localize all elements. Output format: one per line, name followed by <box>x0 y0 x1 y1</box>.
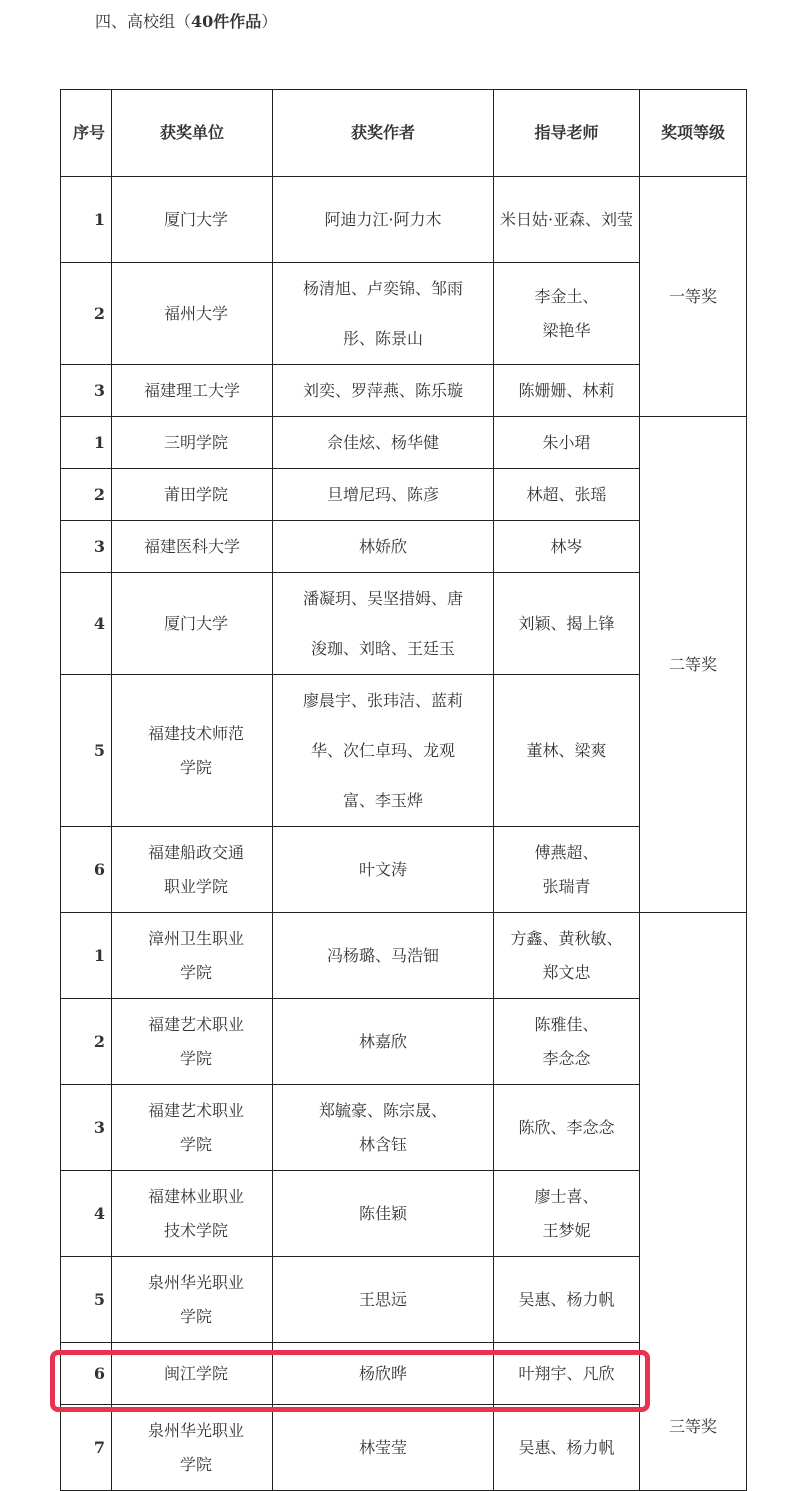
row-index: 1 <box>61 913 112 999</box>
row-teacher: 米日姑·亚森、刘莹 <box>494 177 640 263</box>
row-teacher: 李金土、梁艳华 <box>494 263 640 365</box>
row-unit: 福建理工大学 <box>112 365 273 417</box>
level-second: 二等奖 <box>640 417 747 913</box>
row-teacher: 陈欣、李念念 <box>494 1085 640 1171</box>
row-index: 4 <box>61 1171 112 1257</box>
row-index: 3 <box>61 365 112 417</box>
row-unit: 福建艺术职业学院 <box>112 1085 273 1171</box>
table-row <box>61 417 747 469</box>
row-index: 1 <box>61 177 112 263</box>
row-index: 6 <box>61 827 112 913</box>
heading-suffix: ） <box>261 12 278 31</box>
col-header-level: 奖项等级 <box>640 90 747 177</box>
row-author: 潘凝玥、吴坚措姆、唐浚珈、刘晗、王廷玉 <box>273 573 494 675</box>
row-author: 佘佳炫、杨华健 <box>273 417 494 469</box>
col-header-unit: 获奖单位 <box>112 90 273 177</box>
row-author: 林嘉欣 <box>273 999 494 1085</box>
row-teacher: 吴惠、杨力帆 <box>494 1405 640 1491</box>
row-index: 6 <box>61 1343 112 1405</box>
row-teacher: 吴惠、杨力帆 <box>494 1257 640 1343</box>
row-unit: 泉州华光职业学院 <box>112 1405 273 1491</box>
col-header-index: 序号 <box>61 90 112 177</box>
level-first: 一等奖 <box>640 177 747 417</box>
row-teacher: 陈姗姗、林莉 <box>494 365 640 417</box>
row-teacher: 朱小珺 <box>494 417 640 469</box>
row-teacher: 董林、梁爽 <box>494 675 640 827</box>
row-unit: 泉州华光职业学院 <box>112 1257 273 1343</box>
row-author: 刘奕、罗萍燕、陈乐璇 <box>273 365 494 417</box>
row-index: 1 <box>61 417 112 469</box>
row-teacher: 刘颖、揭上锋 <box>494 573 640 675</box>
heading-count: 40件作品 <box>191 12 262 31</box>
row-author: 林莹莹 <box>273 1405 494 1491</box>
row-teacher: 林超、张瑶 <box>494 469 640 521</box>
row-teacher: 叶翔宇、凡欣 <box>494 1343 640 1405</box>
row-author: 叶文涛 <box>273 827 494 913</box>
level-third: 三等奖 <box>640 913 747 1491</box>
row-unit: 福建技术师范学院 <box>112 675 273 827</box>
row-unit: 福州大学 <box>112 263 273 365</box>
row-author: 陈佳颖 <box>273 1171 494 1257</box>
row-unit: 福建艺术职业学院 <box>112 999 273 1085</box>
row-unit: 漳州卫生职业学院 <box>112 913 273 999</box>
row-author: 冯杨璐、马浩钿 <box>273 913 494 999</box>
row-author: 林娇欣 <box>273 521 494 573</box>
row-unit: 厦门大学 <box>112 177 273 263</box>
row-author: 杨欣晔 <box>273 1343 494 1405</box>
row-author: 旦增尼玛、陈彦 <box>273 469 494 521</box>
row-author: 阿迪力江·阿力木 <box>273 177 494 263</box>
row-index: 5 <box>61 1257 112 1343</box>
row-unit: 三明学院 <box>112 417 273 469</box>
row-unit: 闽江学院 <box>112 1343 273 1405</box>
row-teacher: 廖士喜、王梦妮 <box>494 1171 640 1257</box>
table-row <box>61 177 747 263</box>
row-index: 4 <box>61 573 112 675</box>
row-teacher: 陈雅佳、李念念 <box>494 999 640 1085</box>
row-index: 5 <box>61 675 112 827</box>
row-author: 廖晨宇、张玮洁、蓝莉华、次仁卓玛、龙观富、李玉烨 <box>273 675 494 827</box>
row-index: 7 <box>61 1405 112 1491</box>
row-unit: 福建医科大学 <box>112 521 273 573</box>
row-index: 2 <box>61 263 112 365</box>
row-unit: 厦门大学 <box>112 573 273 675</box>
heading-prefix: 四、高校组（ <box>95 12 192 31</box>
row-index: 3 <box>61 521 112 573</box>
awards-table <box>60 89 747 1491</box>
table-row <box>61 913 747 999</box>
row-teacher: 方鑫、黄秋敏、郑文忠 <box>494 913 640 999</box>
col-header-author: 获奖作者 <box>273 90 494 177</box>
row-index: 2 <box>61 469 112 521</box>
row-author: 郑毓豪、陈宗晟、林含钰 <box>273 1085 494 1171</box>
table-header-row <box>61 90 747 177</box>
row-author: 杨清旭、卢奕锦、邹雨彤、陈景山 <box>273 263 494 365</box>
row-unit: 福建林业职业技术学院 <box>112 1171 273 1257</box>
row-index: 2 <box>61 999 112 1085</box>
row-index: 3 <box>61 1085 112 1171</box>
row-teacher: 林岑 <box>494 521 640 573</box>
row-unit: 莆田学院 <box>112 469 273 521</box>
row-unit: 福建船政交通职业学院 <box>112 827 273 913</box>
col-header-teacher: 指导老师 <box>494 90 640 177</box>
row-author: 王思远 <box>273 1257 494 1343</box>
section-heading <box>95 8 277 36</box>
row-teacher: 傅燕超、张瑞青 <box>494 827 640 913</box>
